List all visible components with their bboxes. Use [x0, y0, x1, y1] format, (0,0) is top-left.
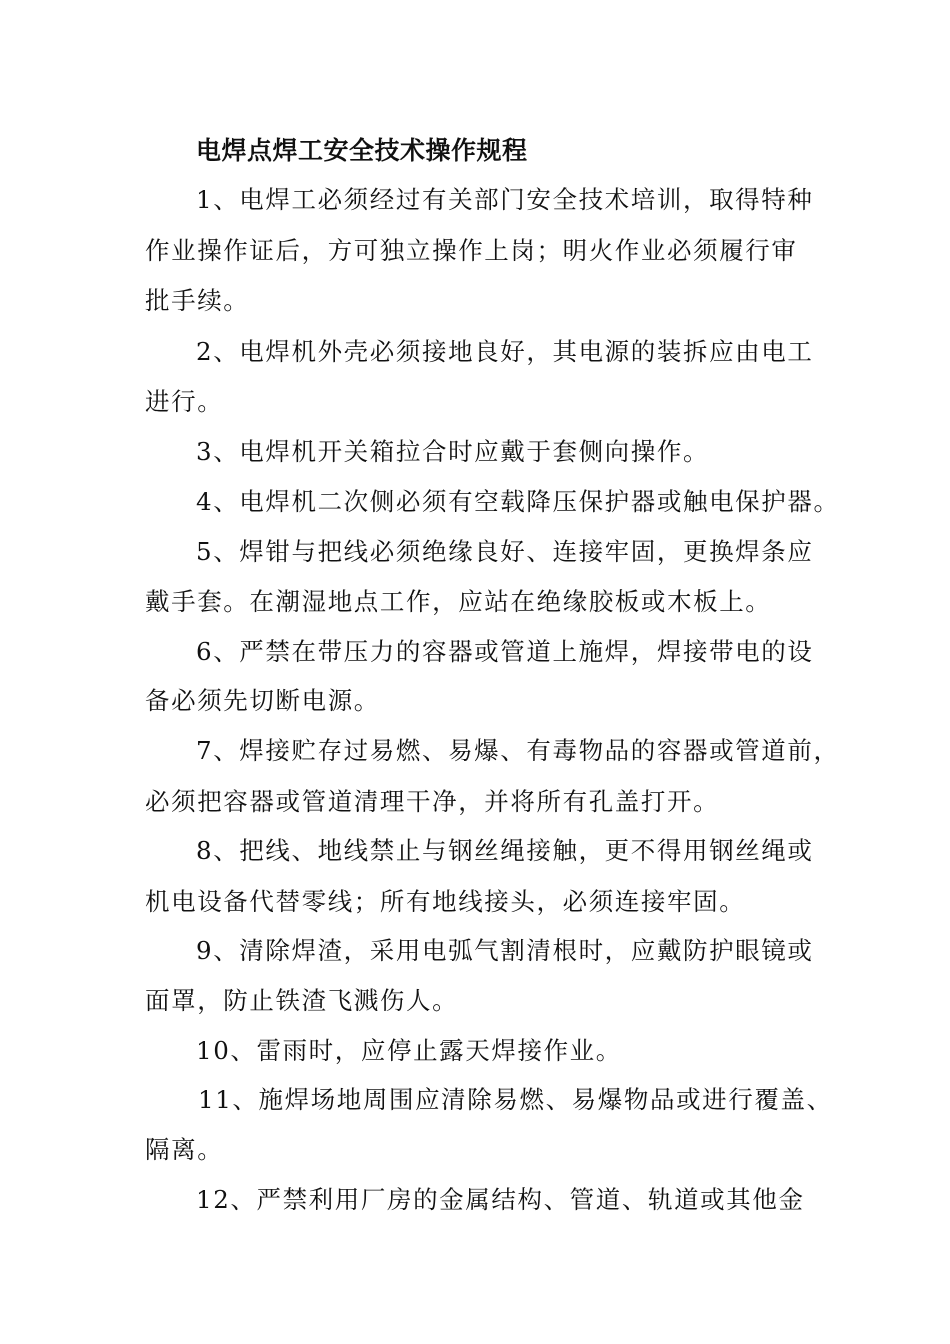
rule-7-line-2: 必须把容器或管道清理干净，并将所有孔盖打开。: [145, 787, 720, 816]
rule-1-line-3: 批手续。: [145, 286, 250, 315]
rule-6-line-2: 备必须先切断电源。: [145, 686, 380, 715]
rule-2-line-1: 2、电焊机外壳必须接地良好，其电源的装拆应由电工: [196, 337, 814, 366]
rule-9-line-2: 面罩，防止铁渣飞溅伤人。: [145, 986, 459, 1015]
rule-7-line-1: 7、焊接贮存过易燃、易爆、有毒物品的容器或管道前，: [196, 736, 840, 765]
rule-12-line-1: 12、严禁利用厂房的金属结构、管道、轨道或其他金: [196, 1185, 805, 1214]
rule-11-line-1: 11、施焊场地周围应清除易燃、易爆物品或进行覆盖、: [198, 1085, 833, 1114]
rule-5-line-1: 5、焊钳与把线必须绝缘良好、连接牢固，更换焊条应: [196, 537, 814, 566]
rule-6-line-1: 6、严禁在带压力的容器或管道上施焊，焊接带电的设: [196, 637, 814, 666]
rule-2-line-2: 进行。: [145, 387, 224, 416]
document-title: 电焊点焊工安全技术操作规程: [196, 136, 528, 165]
rule-3-line-1: 3、电焊机开关箱拉合时应戴于套侧向操作。: [196, 437, 710, 466]
rule-11-line-2: 隔离。: [145, 1135, 224, 1164]
rule-5-line-2: 戴手套。在潮湿地点工作，应站在绝缘胶板或木板上。: [145, 587, 772, 616]
rule-1-line-2: 作业操作证后，方可独立操作上岗；明火作业必须履行审: [145, 236, 798, 265]
rule-10-line-1: 10、雷雨时，应停止露天焊接作业。: [196, 1036, 622, 1065]
rule-8-line-1: 8、把线、地线禁止与钢丝绳接触，更不得用钢丝绳或: [196, 836, 814, 865]
rule-9-line-1: 9、清除焊渣，采用电弧气割清根时，应戴防护眼镜或: [196, 936, 814, 965]
rule-1-line-1: 1、电焊工必须经过有关部门安全技术培训，取得特种: [196, 185, 814, 214]
rule-8-line-2: 机电设备代替零线；所有地线接头，必须连接牢固。: [145, 887, 746, 916]
rule-4-line-1: 4、电焊机二次侧必须有空载降压保护器或触电保护器。: [196, 487, 840, 516]
